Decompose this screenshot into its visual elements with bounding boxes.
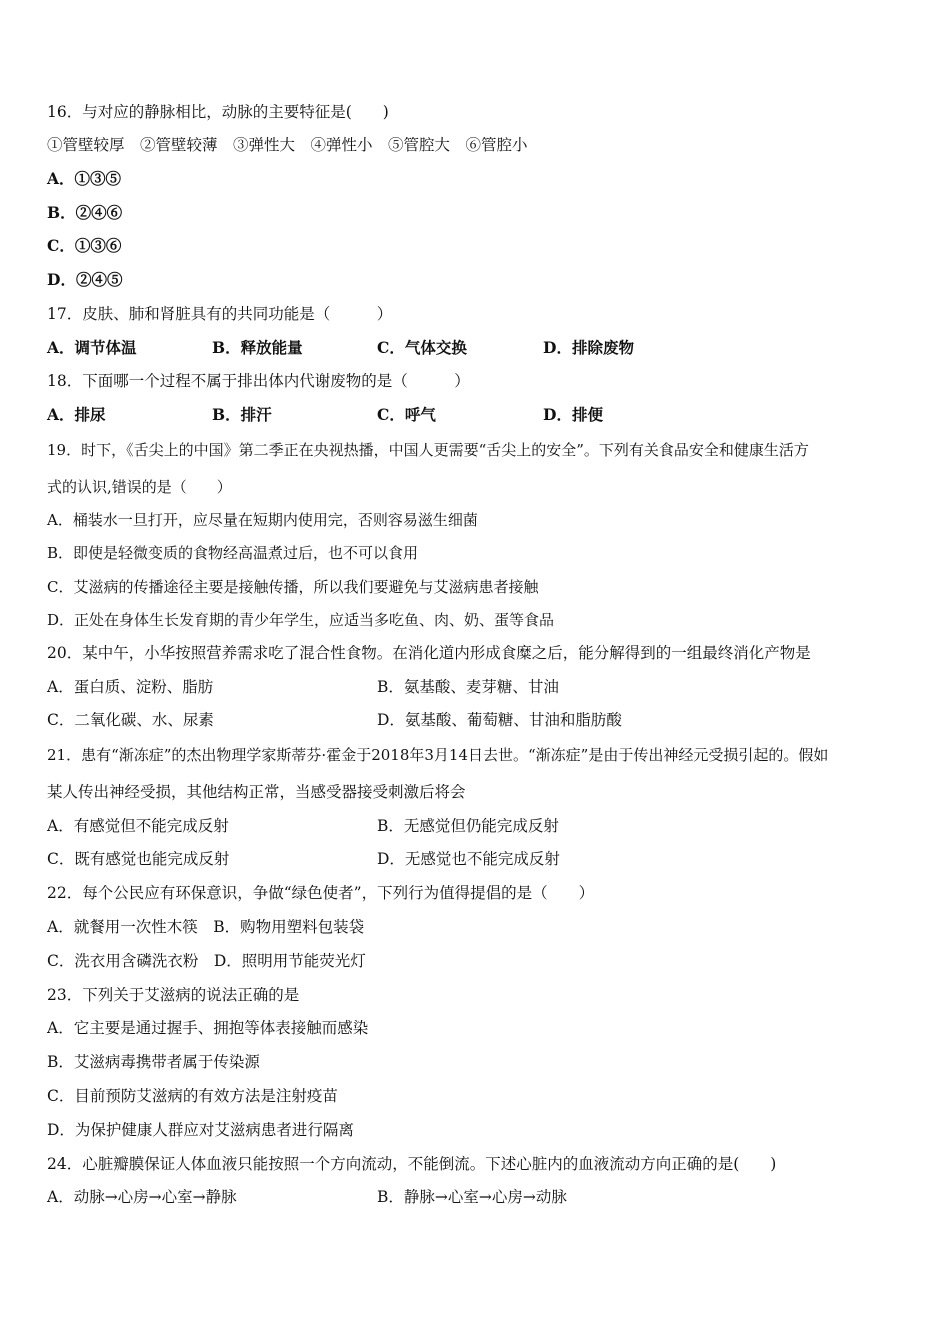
option-a: A．①③⑤ [47, 169, 122, 188]
option-c: C．既有感觉也能完成反射 [47, 850, 230, 868]
question-items: ①管壁较厚 ②管壁较薄 ③弹性大 ④弹性小 ⑤管腔大 ⑥管腔小 [47, 136, 528, 154]
option-b: B．释放能量 [212, 338, 303, 357]
question-stem-cont: 某人传出神经受损，其他结构正常，当感受器接受刺激后将会 [47, 783, 466, 801]
option-b: B．排汗 [212, 405, 272, 424]
option-d: D．氨基酸、葡萄糖、甘油和脂肪酸 [377, 711, 622, 729]
option-b: B．无感觉但仍能完成反射 [377, 817, 559, 835]
option-c: C．①③⑥ [47, 236, 122, 255]
question-stem: 17．皮肤、肺和肾脏具有的共同功能是（ ） [47, 305, 393, 323]
question-stem: 18．下面哪一个过程不属于排出体内代谢废物的是（ ） [47, 372, 470, 390]
option-b: B．②④⑥ [47, 203, 123, 222]
option-d: D．排便 [543, 405, 603, 424]
option-c: C．气体交换 [377, 338, 467, 357]
option-b: B．氨基酸、麦芽糖、甘油 [377, 678, 559, 696]
option-a: A．桶装水一旦打开，应尽量在短期内使用完，否则容易滋生细菌 [47, 511, 478, 529]
options-c-d: C．洗衣用含磷洗衣粉 D．照明用节能荧光灯 [47, 952, 366, 970]
option-b: B．艾滋病毒携带者属于传染源 [47, 1053, 260, 1071]
option-c: C．艾滋病的传播途径主要是接触传播，所以我们要避免与艾滋病患者接触 [47, 578, 539, 596]
option-c: C．目前预防艾滋病的有效方法是注射疫苗 [47, 1087, 338, 1105]
question-stem: 21．患有“渐冻症”的杰出物理学家斯蒂芬·霍金于2018年3月14日去世。“渐冻症”是由于传出神经元受损引起的。假如 [47, 746, 829, 764]
question-stem: 22．每个公民应有环保意识，争做“绿色使者”，下列行为值得提倡的是（ ） [47, 884, 595, 902]
option-a: A．它主要是通过握手、拥抱等体表接触而感染 [47, 1019, 369, 1037]
option-a: A．排尿 [47, 405, 106, 424]
option-a: A．有感觉但不能完成反射 [47, 817, 229, 835]
option-c: C．呼气 [377, 405, 436, 424]
option-d: D．②④⑤ [47, 270, 123, 289]
option-b: B．即使是轻微变质的食物经高温煮过后，也不可以食用 [47, 544, 419, 562]
option-d: D．为保护健康人群应对艾滋病患者进行隔离 [47, 1121, 354, 1139]
question-stem: 16．与对应的静脉相比，动脉的主要特征是( ) [47, 103, 389, 121]
question-stem: 23．下列关于艾滋病的说法正确的是 [47, 986, 300, 1004]
options-a-b: A．就餐用一次性木筷 B．购物用塑料包装袋 [47, 918, 365, 936]
option-d: D．无感觉也不能完成反射 [377, 850, 560, 868]
question-stem-cont: 式的认识,错误的是（ ） [47, 478, 232, 496]
option-a: A．调节体温 [47, 338, 137, 357]
question-stem: 20．某中午，小华按照营养需求吃了混合性食物。在消化道内形成食糜之后，能分解得到的一组最终消化产物是 [47, 644, 811, 662]
option-d: D．正处在身体生长发育期的青少年学生，应适当多吃鱼、肉、奶、蛋等食品 [47, 611, 555, 629]
question-stem: 19．时下，《舌尖上的中国》第二季正在央视热播，中国人更需要“舌尖上的安全”。下列有关食品安全和健康生活方 [47, 441, 809, 459]
option-a: A．动脉→心房→心室→静脉 [47, 1188, 237, 1206]
option-d: D．排除废物 [543, 338, 634, 357]
option-a: A．蛋白质、淀粉、脂肪 [47, 678, 214, 696]
option-b: B．静脉→心室→心房→动脉 [377, 1188, 567, 1206]
option-c: C．二氧化碳、水、尿素 [47, 711, 214, 729]
question-stem: 24．心脏瓣膜保证人体血液只能按照一个方向流动，不能倒流。下述心脏内的血液流动方向正确的是( ) [47, 1155, 777, 1173]
